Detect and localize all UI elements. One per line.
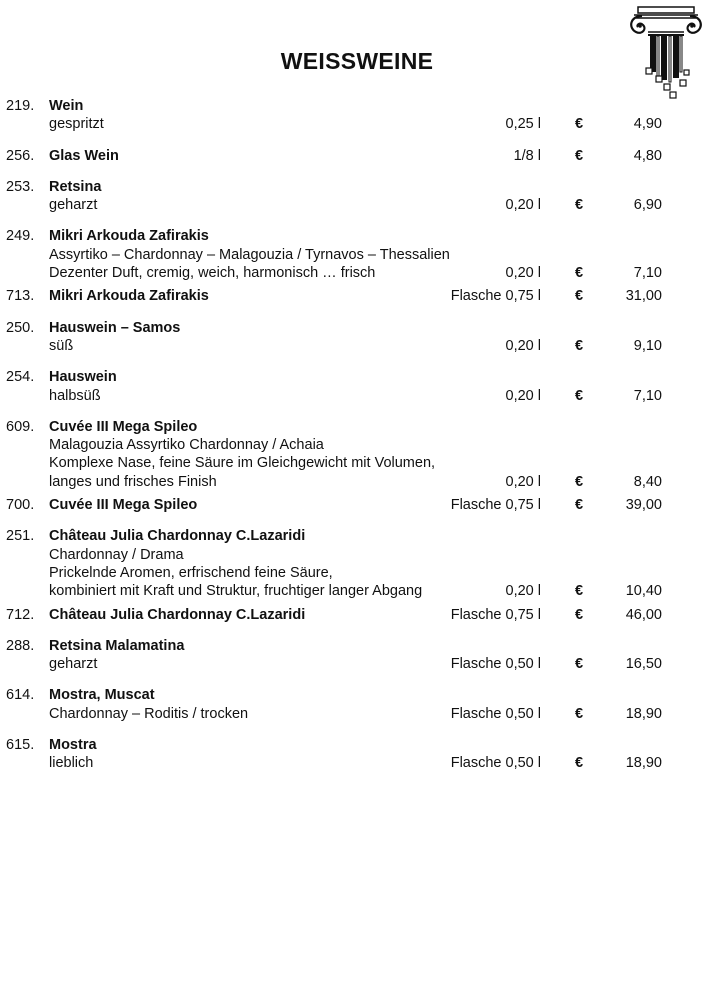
serving-size: 0,20 l	[505, 265, 541, 282]
wine-name: Cuvée III Mega Spileo	[49, 418, 198, 435]
item-number: 250.	[6, 319, 35, 336]
wine-name: Mostra	[49, 737, 97, 754]
currency-symbol: €	[575, 473, 584, 490]
menu-line	[0, 115, 707, 133]
currency-symbol: €	[575, 265, 584, 282]
menu-line	[0, 606, 707, 624]
serving-size: Flasche 0,75 l	[450, 497, 541, 514]
menu-line	[0, 337, 707, 355]
wine-description: geharzt	[49, 656, 98, 673]
price: 8,40	[633, 473, 662, 490]
wine-description: langes und frisches Finish	[49, 473, 217, 490]
item-number: 249.	[6, 228, 35, 245]
menu-line	[0, 368, 707, 386]
serving-size: 1/8 l	[513, 147, 541, 164]
page-title: WEISSWEINE	[280, 48, 434, 74]
wine-description: Prickelnde Aromen, erfrischend feine Säure,	[49, 564, 333, 581]
price: 18,90	[625, 755, 662, 772]
wine-name: Mikri Arkouda Zafirakis	[49, 288, 209, 305]
menu-line	[0, 178, 707, 196]
menu-line	[0, 147, 707, 165]
item-number: 609.	[6, 418, 35, 435]
menu-line	[0, 227, 707, 245]
item-number: 615.	[6, 737, 35, 754]
menu-line	[0, 246, 707, 264]
serving-size: 0,20 l	[505, 337, 541, 354]
menu-entry	[0, 686, 707, 723]
item-number: 251.	[6, 528, 35, 545]
menu-line	[0, 705, 707, 723]
menu-line	[0, 473, 707, 491]
menu-line	[0, 496, 707, 514]
price: 10,40	[625, 583, 662, 600]
wine-name: Mostra, Muscat	[49, 687, 155, 704]
serving-size: Flasche 0,50 l	[450, 755, 541, 772]
price: 6,90	[633, 197, 662, 214]
menu-line	[0, 736, 707, 754]
wine-name: Hauswein	[49, 369, 117, 386]
currency-symbol: €	[575, 656, 584, 673]
wine-name: Château Julia Chardonnay C.Lazaridi	[49, 528, 306, 545]
item-number: 713.	[6, 288, 35, 305]
item-number: 253.	[6, 178, 35, 195]
menu-line	[0, 546, 707, 564]
menu-line	[0, 287, 707, 305]
serving-size: Flasche 0,75 l	[450, 288, 541, 305]
serving-size: 0,20 l	[505, 583, 541, 600]
wine-description: Malagouzia Assyrtiko Chardonnay / Achaia	[49, 437, 324, 454]
wine-description: lieblich	[49, 755, 94, 772]
menu-line	[0, 97, 707, 115]
price: 46,00	[625, 606, 662, 623]
item-number: 219.	[6, 98, 35, 114]
menu-entry	[0, 418, 707, 514]
menu-entry	[0, 368, 707, 405]
wine-description: Assyrtiko – Chardonnay – Malagouzia / Tyrnavos – Thessalien	[49, 246, 450, 263]
item-number: 712.	[6, 606, 35, 623]
currency-symbol: €	[575, 705, 584, 722]
wine-name: Wein	[49, 98, 84, 114]
serving-size: Flasche 0,50 l	[450, 656, 541, 673]
menu-line	[0, 655, 707, 673]
menu-entry	[0, 97, 707, 134]
serving-size: 0,20 l	[505, 197, 541, 214]
menu-line	[0, 436, 707, 454]
menu-entry	[0, 147, 707, 165]
currency-symbol: €	[575, 116, 584, 133]
wine-name: Glas Wein	[49, 147, 119, 164]
menu-line	[0, 582, 707, 600]
price: 16,50	[625, 656, 662, 673]
price: 9,10	[633, 337, 662, 354]
wine-menu	[0, 97, 707, 786]
wine-description: süß	[49, 337, 74, 354]
wine-name: Retsina	[49, 178, 102, 195]
currency-symbol: €	[575, 606, 584, 623]
price: 7,10	[633, 387, 662, 404]
menu-line	[0, 196, 707, 214]
wine-name: Retsina Malamatina	[49, 637, 185, 654]
menu-entry	[0, 527, 707, 623]
menu-line	[0, 319, 707, 337]
serving-size: 0,25 l	[505, 116, 541, 133]
item-number: 700.	[6, 497, 35, 514]
wine-name: Château Julia Chardonnay C.Lazaridi	[49, 606, 306, 623]
wine-description: Dezenter Duft, cremig, weich, harmonisch … frisch	[49, 265, 376, 282]
menu-line	[0, 527, 707, 545]
wine-description: Komplexe Nase, feine Säure im Gleichgewicht mit Volumen,	[49, 455, 436, 472]
wine-description: Chardonnay / Drama	[49, 546, 184, 563]
currency-symbol: €	[575, 583, 584, 600]
wine-name: Hauswein – Samos	[49, 319, 181, 336]
currency-symbol: €	[575, 337, 584, 354]
currency-symbol: €	[575, 497, 584, 514]
wine-name: Mikri Arkouda Zafirakis	[49, 228, 209, 245]
menu-line	[0, 564, 707, 582]
wine-description: halbsüß	[49, 387, 101, 404]
menu-line	[0, 637, 707, 655]
serving-size: Flasche 0,75 l	[450, 606, 541, 623]
menu-entry	[0, 227, 707, 305]
price: 18,90	[625, 705, 662, 722]
wine-name: Cuvée III Mega Spileo	[49, 497, 198, 514]
wine-description: geharzt	[49, 197, 98, 214]
menu-line	[0, 454, 707, 472]
serving-size: Flasche 0,50 l	[450, 705, 541, 722]
currency-symbol: €	[575, 197, 584, 214]
item-number: 614.	[6, 687, 35, 704]
price: 4,90	[633, 116, 662, 133]
price: 4,80	[633, 147, 662, 164]
wine-description: kombiniert mit Kraft und Struktur, fruchtiger langer Abgang	[49, 583, 423, 600]
price: 31,00	[625, 288, 662, 305]
currency-symbol: €	[575, 288, 584, 305]
currency-symbol: €	[575, 755, 584, 772]
item-number: 254.	[6, 369, 35, 386]
price: 7,10	[633, 265, 662, 282]
item-number: 256.	[6, 147, 35, 164]
item-number: 288.	[6, 637, 35, 654]
menu-line	[0, 686, 707, 704]
serving-size: 0,20 l	[505, 473, 541, 490]
price: 39,00	[625, 497, 662, 514]
menu-line	[0, 387, 707, 405]
menu-entry	[0, 736, 707, 773]
menu-entry	[0, 178, 707, 215]
serving-size: 0,20 l	[505, 387, 541, 404]
menu-line	[0, 418, 707, 436]
wine-description: gespritzt	[49, 116, 104, 133]
currency-symbol: €	[575, 147, 584, 164]
menu-line	[0, 754, 707, 772]
menu-line	[0, 264, 707, 282]
currency-symbol: €	[575, 387, 584, 404]
menu-entry	[0, 319, 707, 356]
wine-description: Chardonnay – Roditis / trocken	[49, 705, 249, 722]
menu-entry	[0, 637, 707, 674]
